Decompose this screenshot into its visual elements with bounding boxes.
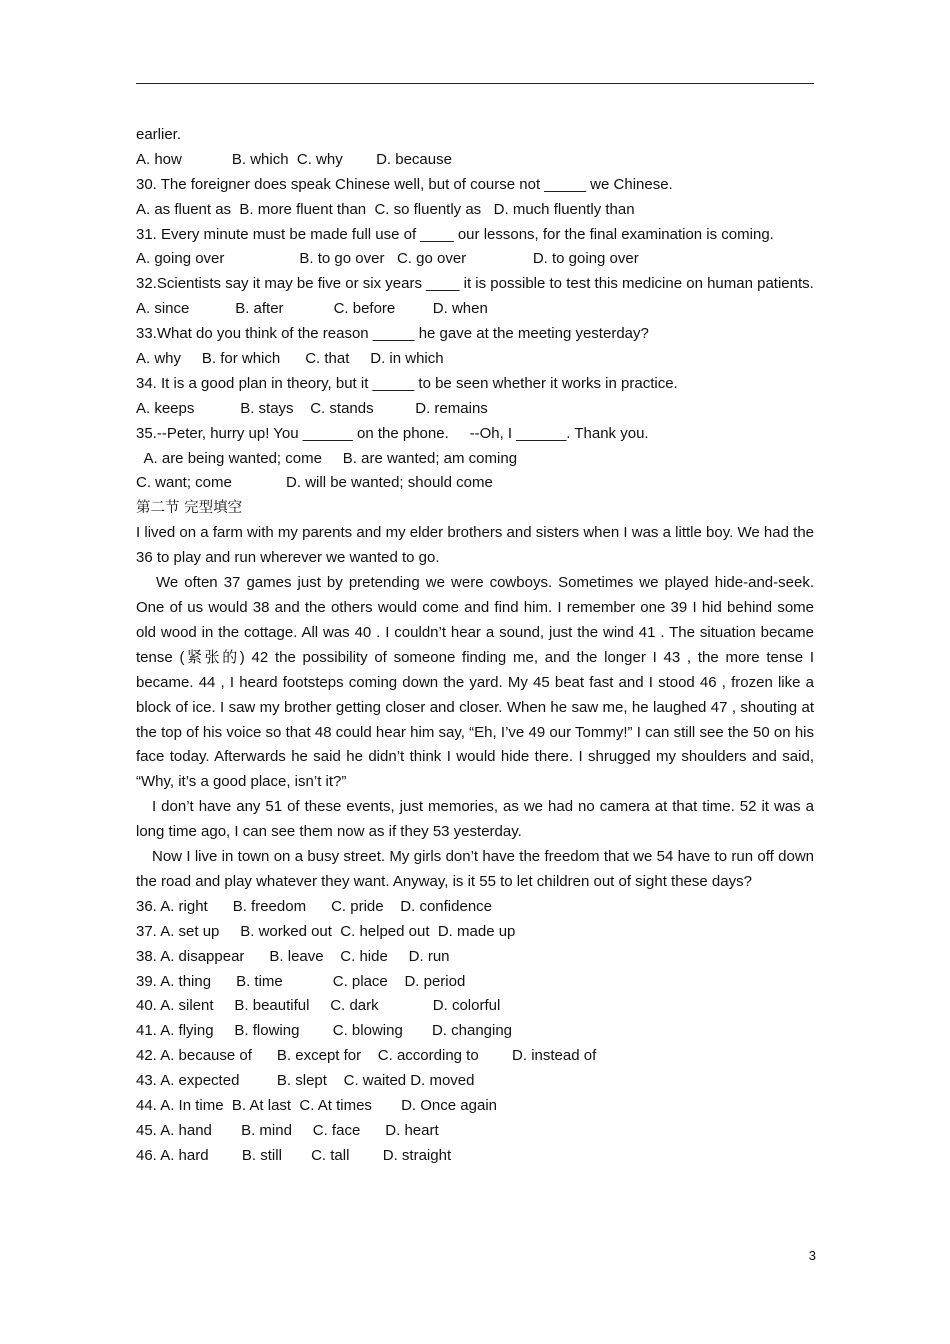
option-line: 45. A. hand B. mind C. face D. heart: [136, 1121, 439, 1139]
question-34: 34. It is a good plan in theory, but it _____ to be seen whether it works in practice.: [136, 374, 678, 392]
option-line: 36. A. right B. freedom C. pride D. confidence: [136, 897, 493, 915]
passage-paragraph: Now I live in town on a busy street. My girls don’t have the freedom that we 54 have to run off down the road and play whatever they want. Anyway, is it 55 to let children out of sight these days?: [136, 848, 814, 890]
question-35: 35.--Peter, hurry up! You ______ on the phone. --Oh, I ______. Thank you.: [136, 424, 649, 442]
page-number: 3: [808, 1248, 816, 1263]
option-line: A. why B. for which C. that D. in which: [136, 350, 444, 368]
option-line: A. since B. after C. before D. when: [136, 300, 488, 318]
question-31: 31. Every minute must be made full use of ____ our lessons, for the final examination is coming.: [136, 225, 774, 243]
option-line: A. keeps B. stays C. stands D. remains: [136, 399, 488, 417]
question-30: 30. The foreigner does speak Chinese well, but of course not _____ we Chinese.: [136, 175, 673, 193]
option-line: A. going over B. to go over C. go over D. to going over: [136, 250, 639, 268]
option-line: 41. A. flying B. flowing C. blowing D. changing: [136, 1022, 513, 1040]
text-line: earlier.: [136, 126, 182, 143]
option-line: A. as fluent as B. more fluent than C. so fluently as D. much fluently than: [136, 200, 635, 218]
question-32: 32.Scientists say it may be five or six years ____ it is possible to test this medicine on human patients.: [136, 275, 814, 293]
header-rule: [136, 83, 814, 84]
passage-paragraph: I lived on a farm with my parents and my elder brothers and sisters when I was a little boy. We had the 36 to play and run wherever we wanted to go.: [136, 524, 814, 567]
section-title: 第二节 完型填空: [136, 500, 243, 517]
passage-paragraph: We often 37 games just by pretending we were cowboys. Sometimes we played hide-and-seek. One of us would 38 and the others would come and find him. I remember one 39 I hid behind some old wood in the cottage. All was 40 . I couldn’t hear a sound, just the wind 41 . The situation became tense (紧张的) 42 the possibility of someone finding me, and the longer I 43 , the more tense I became. 44 , I heard footsteps coming down the yard. My 45 beat fast and I stood 46 , frozen like a block of ice. I saw my brother getting closer and closer. When he saw me, he laughed 47 , shouting at the top of his voice so that 48 could hear him say, “Eh, I’ve 49 our Tommy!” I can still see the 50 on his face today. Afterwards he said he didn’t think I would hide there. I shrugged my shoulders and said, “Why, it’s a good place, isn’t it?”: [136, 574, 814, 791]
option-line: A. are being wanted; come B. are wanted; am coming: [136, 449, 518, 467]
option-line: 46. A. hard B. still C. tall D. straight: [136, 1146, 452, 1164]
question-33: 33.What do you think of the reason _____ he gave at the meeting yesterday?: [136, 325, 649, 343]
option-line: A. how B. which C. why D. because: [136, 150, 452, 168]
option-line: 44. A. In time B. At last C. At times D. Once again: [136, 1096, 497, 1114]
page-content: [136, 123, 814, 1169]
option-line: 43. A. expected B. slept C. waited D. moved: [136, 1072, 475, 1090]
option-line: 40. A. silent B. beautiful C. dark D. colorful: [136, 997, 501, 1015]
option-line: 39. A. thing B. time C. place D. period: [136, 972, 466, 990]
option-line: 42. A. because of B. except for C. according to D. instead of: [136, 1047, 597, 1065]
option-line: C. want; come D. will be wanted; should come: [136, 474, 493, 492]
option-line: 38. A. disappear B. leave C. hide D. run: [136, 947, 450, 965]
option-line: 37. A. set up B. worked out C. helped out D. made up: [136, 922, 516, 940]
passage-paragraph: I don’t have any 51 of these events, just memories, as we had no camera at that time. 52 it was a long time ago, I can see them now as if they 53 yesterday.: [136, 798, 814, 841]
